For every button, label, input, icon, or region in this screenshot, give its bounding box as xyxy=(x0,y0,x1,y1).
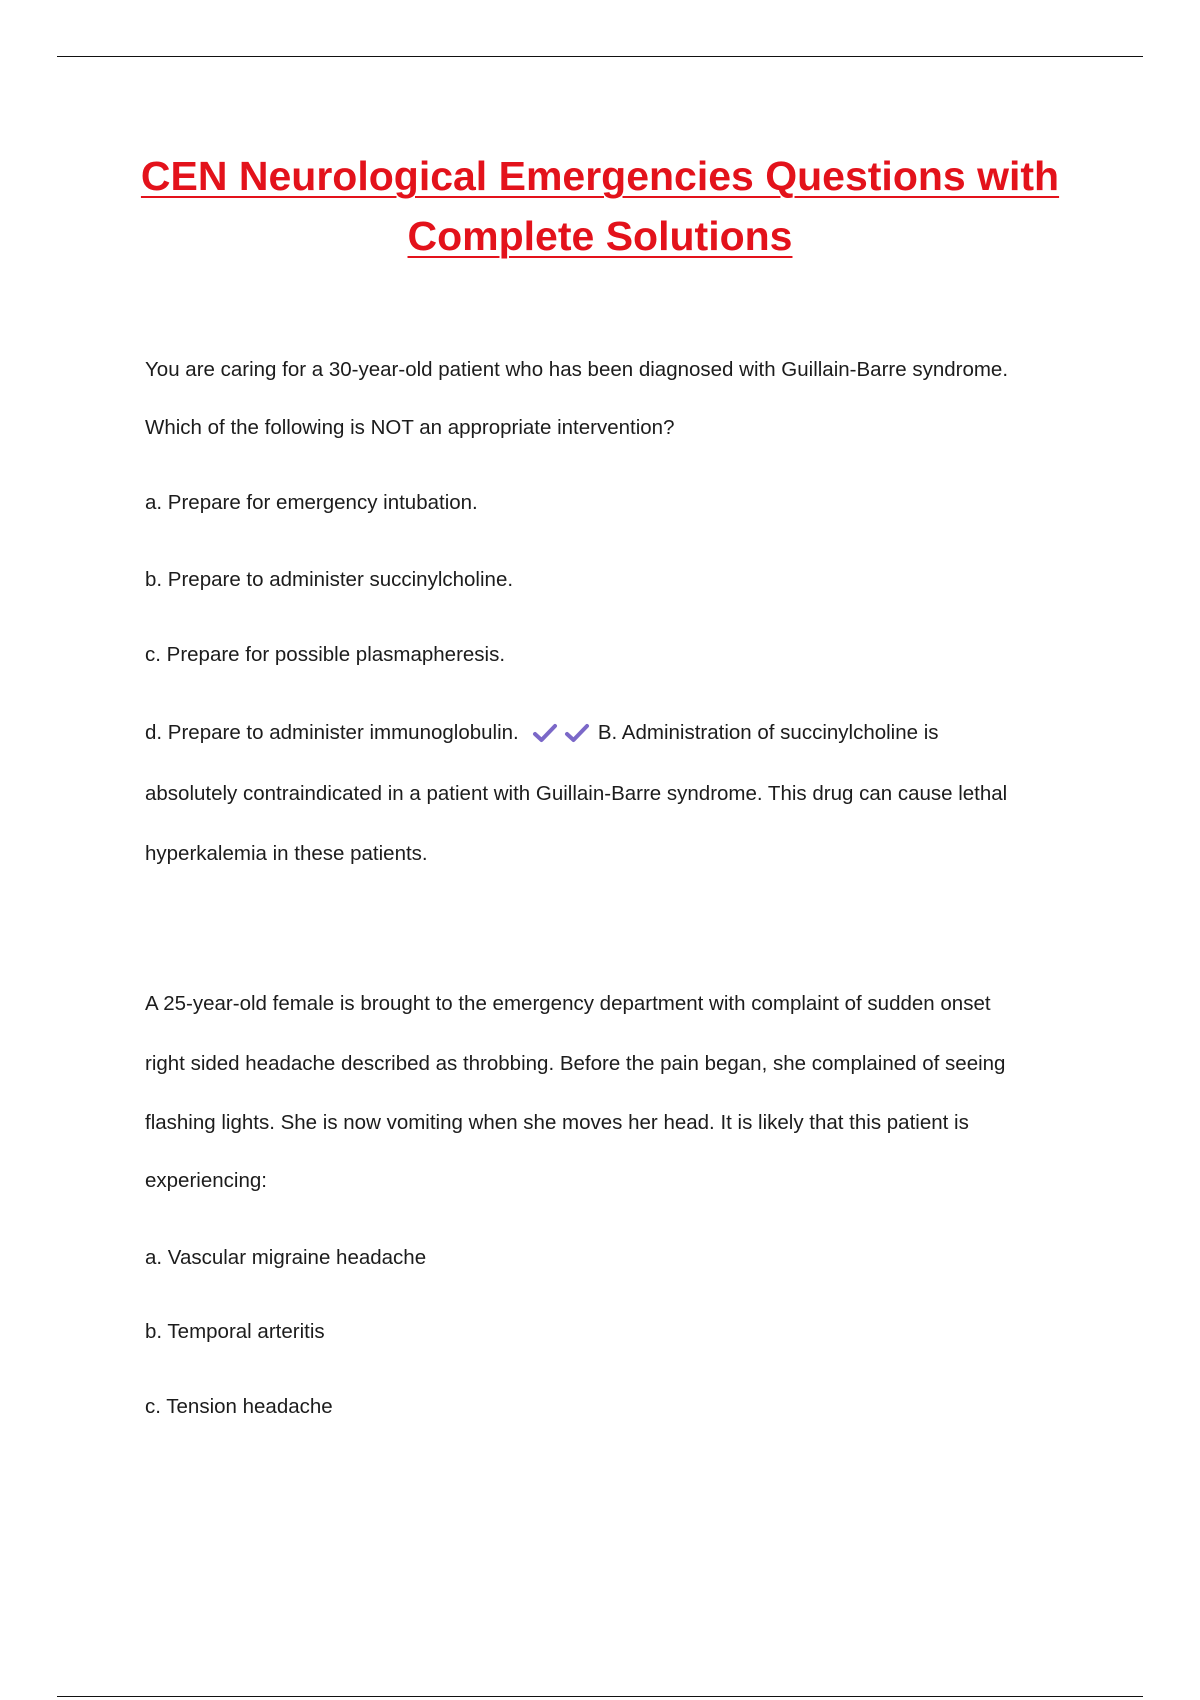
q1-option-c: c. Prepare for possible plasmapheresis. xyxy=(145,643,506,666)
q2-option-b: b. Temporal arteritis xyxy=(145,1320,325,1343)
q2-stem-line-1: A 25-year-old female is brought to the emergency department with complaint of sudden onset xyxy=(145,992,991,1015)
footer-rule xyxy=(57,1696,1143,1697)
answer-check-icons xyxy=(532,719,590,747)
q1-option-d: d. Prepare to administer immunoglobulin. xyxy=(145,721,519,744)
q1-answer-line-2: absolutely contraindicated in a patient with Guillain-Barre syndrome. This drug can cause lethal xyxy=(145,782,1008,805)
document-title xyxy=(100,146,1100,266)
q1-option-a: a. Prepare for emergency intubation. xyxy=(145,491,478,514)
q2-option-c: c. Tension headache xyxy=(145,1395,333,1418)
check-icon xyxy=(532,723,558,743)
q2-option-a: a. Vascular migraine headache xyxy=(145,1246,427,1269)
title-line-2: Complete Solutions xyxy=(407,213,793,259)
q1-option-b: b. Prepare to administer succinylcholine. xyxy=(145,568,514,591)
q1-answer-line-1: B. Administration of succinylcholine is xyxy=(597,721,939,744)
q1-option-d-with-answer xyxy=(145,719,939,748)
q2-stem-line-4: experiencing: xyxy=(145,1169,267,1192)
q1-stem-line-1: You are caring for a 30-year-old patient who has been diagnosed with Guillain-Barre syndrome. xyxy=(145,358,1009,381)
q1-answer-line-3: hyperkalemia in these patients. xyxy=(145,842,428,865)
q2-stem-line-3: flashing lights. She is now vomiting when she moves her head. It is likely that this patient is xyxy=(145,1111,969,1134)
check-icon xyxy=(564,723,590,743)
q2-stem-line-2: right sided headache described as throbbing. Before the pain began, she complained of seeing xyxy=(145,1052,1006,1075)
q1-stem-line-2: Which of the following is NOT an appropriate intervention? xyxy=(145,416,675,439)
header-rule xyxy=(57,56,1143,57)
title-line-1: CEN Neurological Emergencies Questions with xyxy=(140,153,1060,199)
